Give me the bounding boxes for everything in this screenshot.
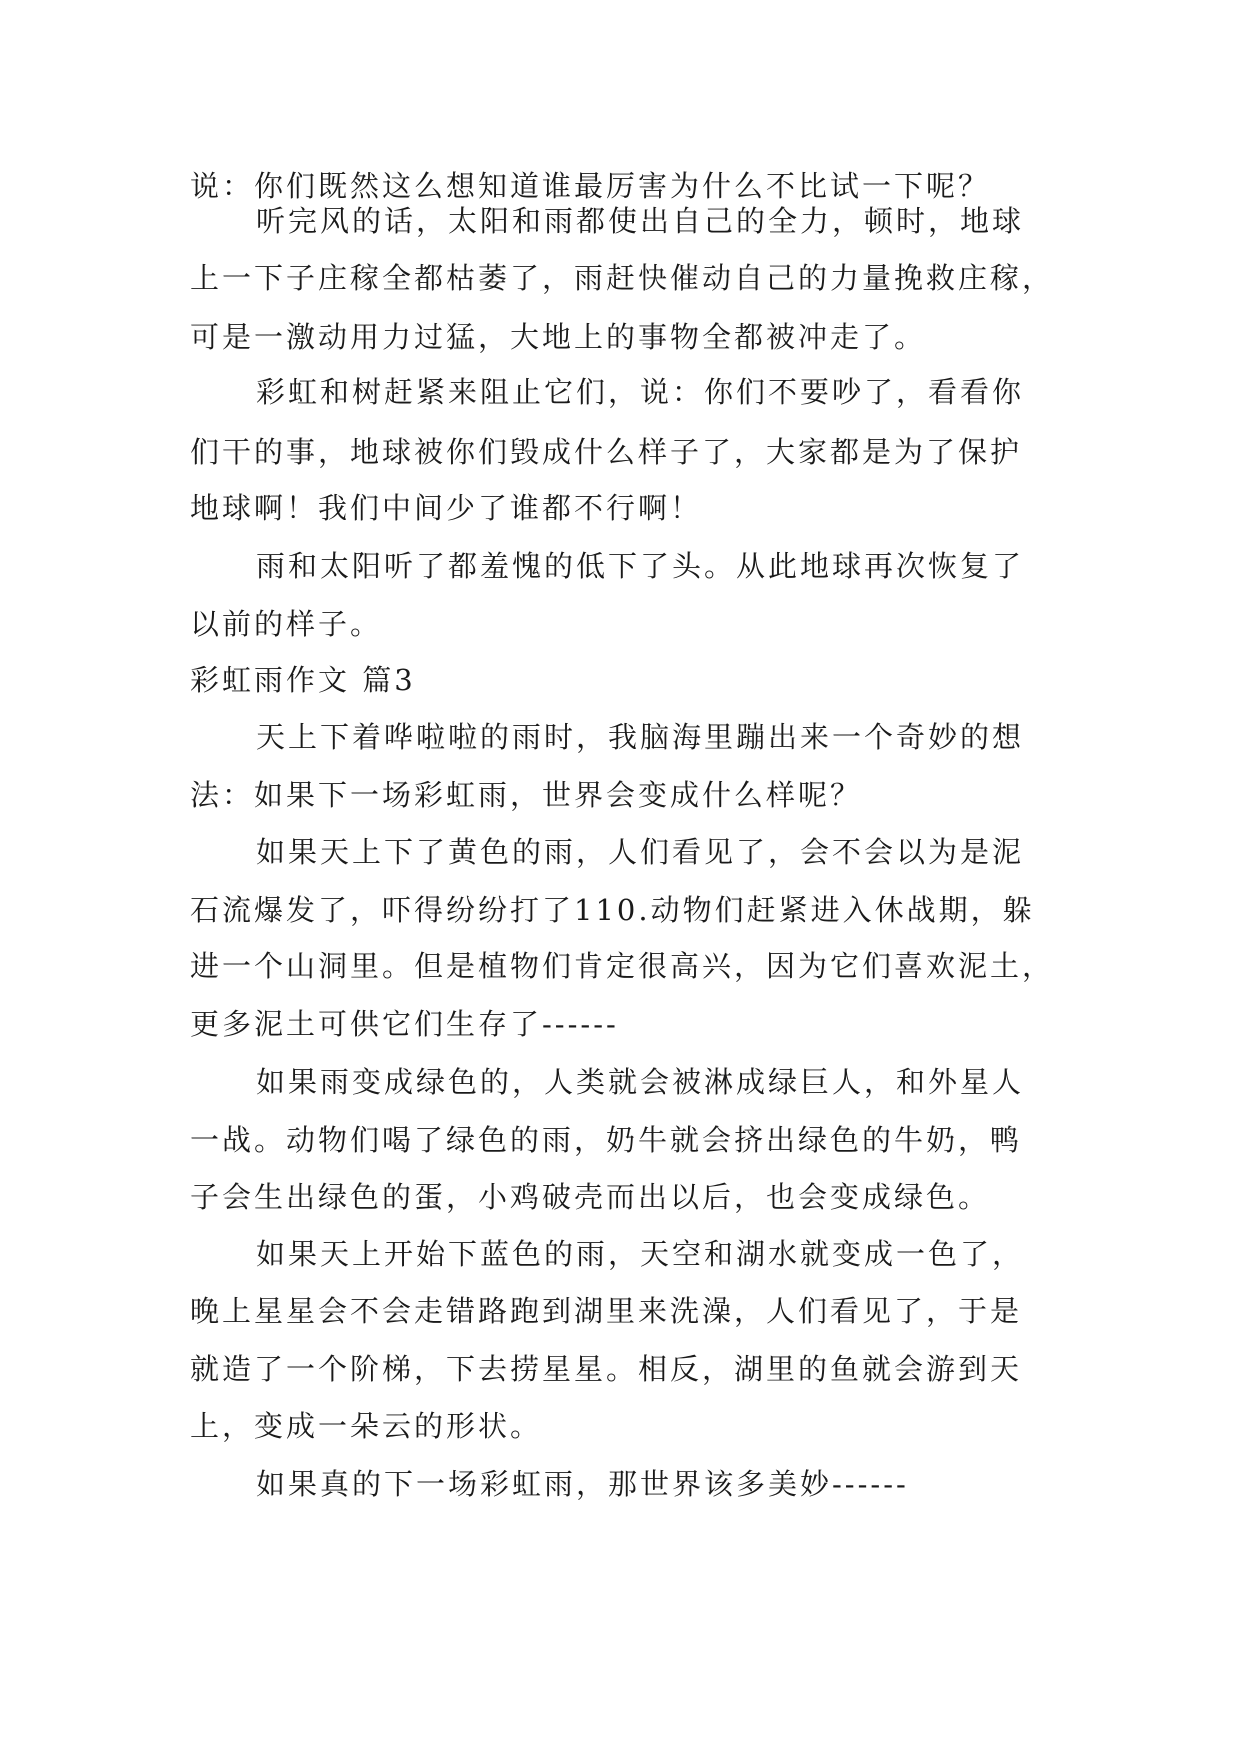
paragraph-start-line: 如果天上开始下蓝色的雨，天空和湖水就变成一色了，: [256, 1237, 1025, 1271]
text-line: 可是一激动用力过猛，大地上的事物全都被冲走了。: [190, 320, 927, 354]
section-heading: 彩虹雨作文 篇3: [190, 663, 416, 697]
text-line: 子会生出绿色的蛋，小鸡破壳而出以后，也会变成绿色。: [190, 1180, 991, 1214]
text-line: 就造了一个阶梯，下去捞星星。相反，湖里的鱼就会游到天: [190, 1352, 1023, 1386]
paragraph-start-line: 如果天上下了黄色的雨，人们看见了，会不会以为是泥: [256, 835, 1025, 869]
text-line: 说：你们既然这么想知道谁最厉害为什么不比试一下呢？: [190, 169, 991, 203]
paragraph-start-line: 如果真的下一场彩虹雨，那世界该多美妙------: [256, 1467, 909, 1501]
paragraph-start-line: 雨和太阳听了都羞愧的低下了头。从此地球再次恢复了: [256, 549, 1025, 583]
text-line: 上一下子庄稼全都枯萎了，雨赶快催动自己的力量挽救庄稼，: [190, 261, 1055, 295]
text-line: 石流爆发了，吓得纷纷打了110.动物们赶紧进入休战期，躲: [190, 893, 1035, 927]
text-line: 以前的样子。: [190, 607, 383, 641]
paragraph-start-line: 彩虹和树赶紧来阻止它们，说：你们不要吵了，看看你: [256, 375, 1025, 409]
text-line: 法：如果下一场彩虹雨，世界会变成什么样呢？: [190, 778, 863, 812]
text-line: 更多泥土可供它们生存了------: [190, 1007, 619, 1041]
text-line: 进一个山洞里。但是植物们肯定很高兴，因为它们喜欢泥土，: [190, 949, 1055, 983]
text-line: 们干的事，地球被你们毁成什么样子了，大家都是为了保护: [190, 435, 1023, 469]
paragraph-start-line: 天上下着哗啦啦的雨时，我脑海里蹦出来一个奇妙的想: [256, 720, 1025, 754]
text-line: 一战。动物们喝了绿色的雨，奶牛就会挤出绿色的牛奶，鸭: [190, 1123, 1023, 1157]
text-line: 地球啊！我们中间少了谁都不行啊！: [190, 491, 703, 525]
paragraph-start-line: 听完风的话，太阳和雨都使出自己的全力，顿时，地球: [256, 204, 1025, 238]
text-line: 晚上星星会不会走错路跑到湖里来洗澡，人们看见了，于是: [190, 1294, 1023, 1328]
paragraph-start-line: 如果雨变成绿色的，人类就会被淋成绿巨人，和外星人: [256, 1065, 1025, 1099]
text-line: 上，变成一朵云的形状。: [190, 1409, 543, 1443]
